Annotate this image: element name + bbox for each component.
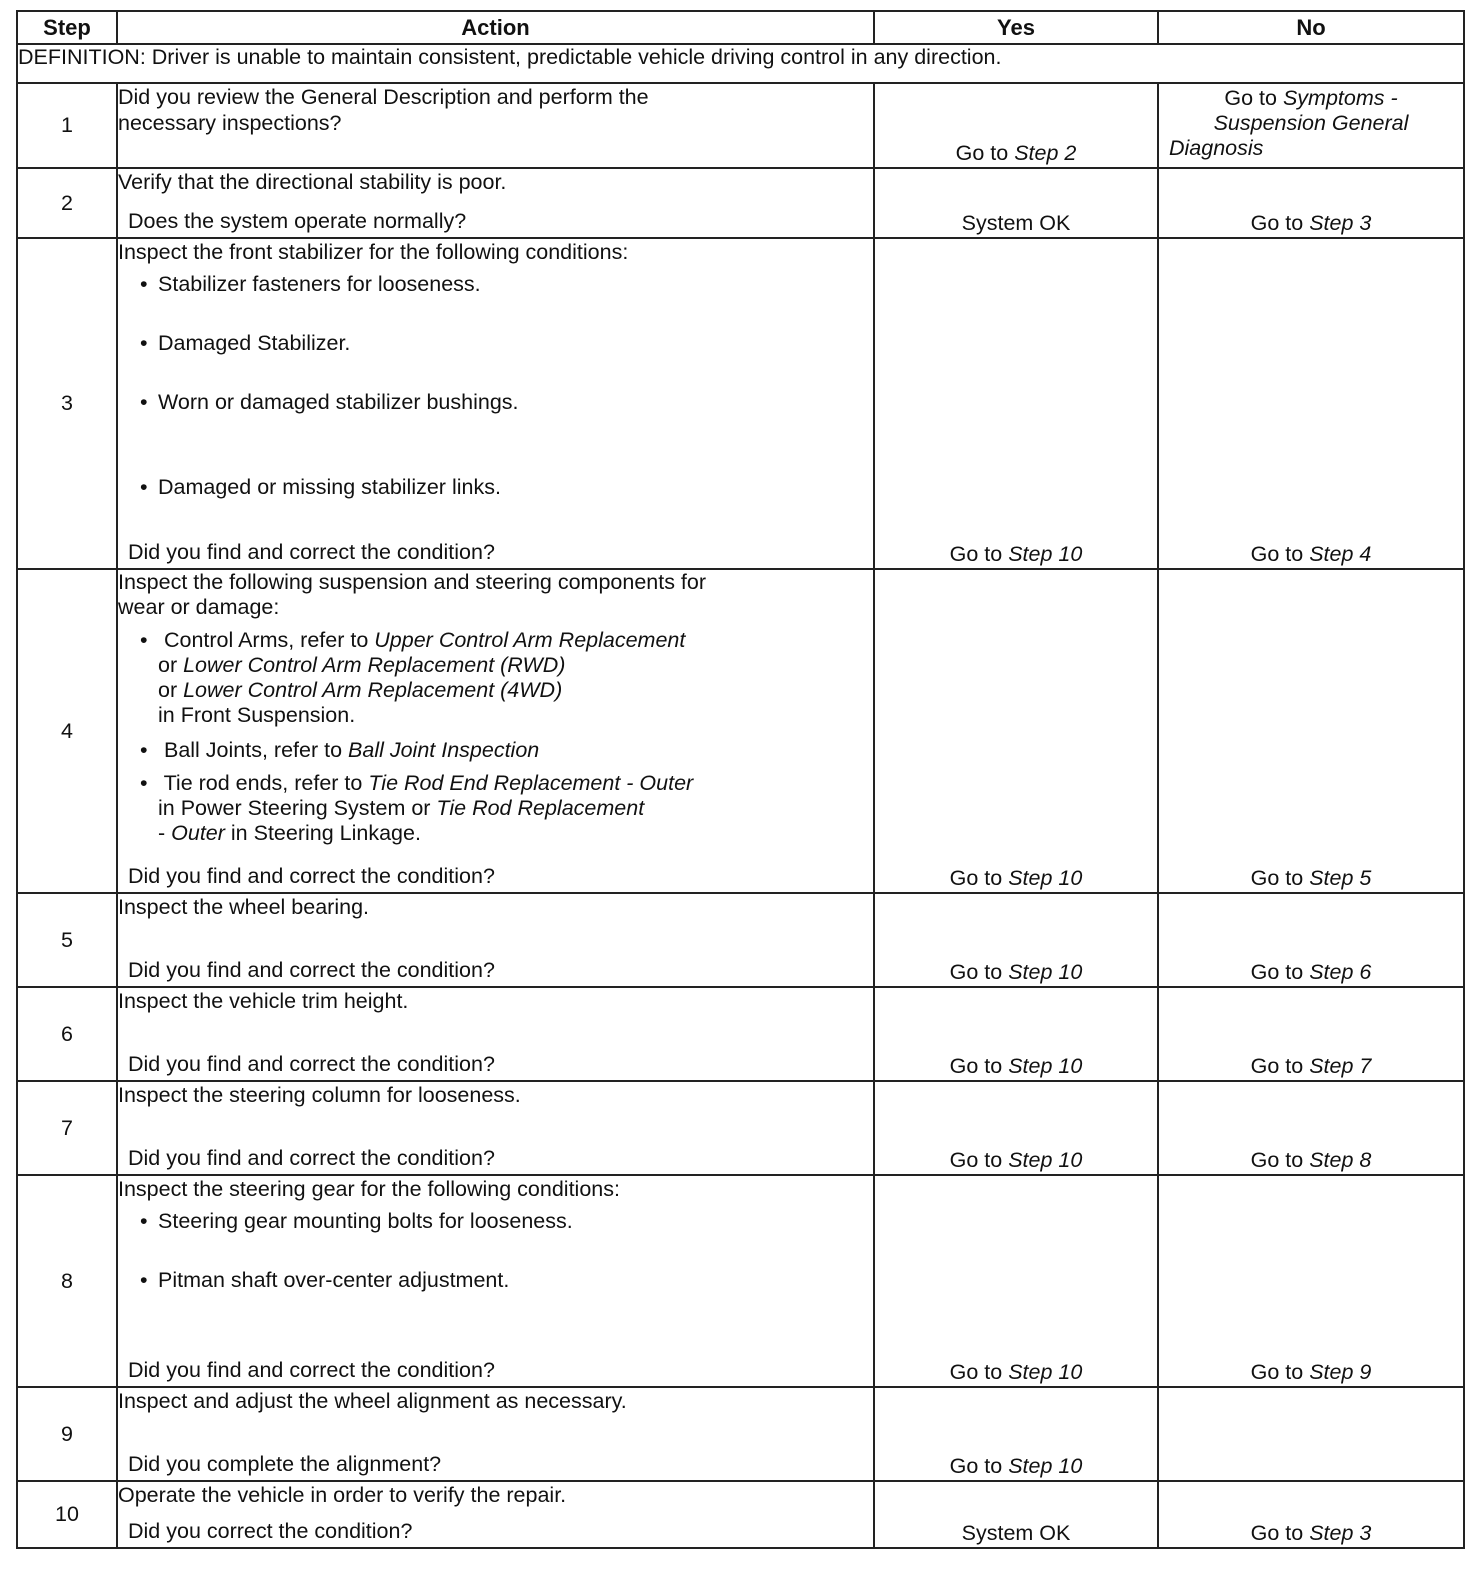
go-to-text: Go to (949, 542, 1003, 566)
action-text: Inspect and adjust the wheel alignment as necessary. (118, 1389, 627, 1413)
action-cell (117, 1387, 874, 1481)
step-number: 9 (17, 1387, 117, 1481)
no-cell (1158, 987, 1464, 1081)
action-text: Did you review the General Description and perform the (118, 85, 649, 109)
yes-target: System OK (961, 211, 1071, 235)
go-to-text: Go to (949, 866, 1003, 890)
action-text: Inspect the front stabilizer for the following conditions: (118, 240, 629, 264)
action-question: Did you find and correct the condition? (128, 1358, 495, 1382)
bullet-item: • Pitman shaft over-center adjustment. (134, 1268, 873, 1293)
bullet-item: • Tie rod ends, refer to Tie Rod End Replacement - Outer in Power Steering System or Tie Rod Replacement - Outer in Steering Linkage. (134, 771, 873, 846)
go-to-text: Go to (949, 960, 1003, 984)
action-cell (117, 1481, 874, 1548)
yes-cell (874, 83, 1158, 168)
action-cell (117, 1081, 874, 1175)
go-to-text: Go to (1224, 86, 1277, 110)
step-number: 1 (17, 83, 117, 168)
header-no: No (1158, 11, 1464, 44)
go-to-text: Go to (955, 141, 1009, 165)
action-text: Inspect the following suspension and steering components for (118, 570, 707, 594)
step-number: 6 (17, 987, 117, 1081)
action-text: Inspect the wheel bearing. (118, 895, 369, 919)
action-question: Did you complete the alignment? (128, 1452, 442, 1476)
header-step: Step (17, 11, 117, 44)
yes-target: Step 10 (1008, 1148, 1083, 1172)
action-cell (117, 569, 874, 893)
action-question: Did you find and correct the condition? (128, 540, 495, 564)
yes-target: System OK (961, 1521, 1071, 1545)
no-target: Symptoms - (1282, 86, 1398, 110)
action-cell (117, 168, 874, 238)
table-row-step-2 (17, 168, 1464, 238)
action-cell (117, 987, 874, 1081)
action-text: necessary inspections? (118, 111, 342, 135)
header-row (17, 11, 1464, 44)
go-to-text: Go to (949, 1360, 1003, 1384)
table-row-step-8 (17, 1175, 1464, 1387)
no-target: Step 5 (1309, 866, 1372, 890)
go-to-text: Go to (949, 1454, 1003, 1478)
go-to-text: Go to (949, 1148, 1003, 1172)
bullet-item: • Worn or damaged stabilizer bushings. (134, 390, 873, 415)
yes-target: Step 2 (1014, 141, 1077, 165)
no-cell (1158, 1081, 1464, 1175)
action-text: Operate the vehicle in order to verify the repair. (118, 1483, 567, 1507)
step-number: 3 (17, 238, 117, 569)
go-to-text: Go to (1250, 866, 1304, 890)
bullet-item: • Control Arms, refer to Upper Control Arm Replacement or Lower Control Arm Replacement (RWD) or Lower Control Arm Replacement (4WD) in Front Suspension. (134, 628, 873, 728)
no-target: Step 8 (1309, 1148, 1372, 1172)
action-cell (117, 893, 874, 987)
action-question: Did you find and correct the condition? (128, 1146, 495, 1170)
bullet-item: • Damaged Stabilizer. (134, 331, 873, 356)
yes-cell (874, 1387, 1158, 1481)
table-row-step-1 (17, 83, 1464, 168)
go-to-text: Go to (1250, 1360, 1304, 1384)
go-to-text: Go to (1250, 211, 1304, 235)
step-number: 8 (17, 1175, 117, 1387)
table-row-step-7 (17, 1081, 1464, 1175)
header-action: Action (117, 11, 874, 44)
yes-cell (874, 238, 1158, 569)
yes-cell (874, 1175, 1158, 1387)
table-row-step-5 (17, 893, 1464, 987)
no-target: Step 7 (1309, 1054, 1372, 1078)
yes-target: Step 10 (1008, 1360, 1083, 1384)
yes-cell (874, 893, 1158, 987)
action-question: Did you find and correct the condition? (128, 958, 495, 982)
go-to-text: Go to (1250, 1521, 1304, 1545)
no-cell (1158, 238, 1464, 569)
action-text: Inspect the steering column for looseness. (118, 1083, 521, 1107)
action-text: Inspect the steering gear for the following conditions: (118, 1177, 620, 1201)
diagnostic-table (16, 10, 1465, 1549)
table-row-step-4 (17, 569, 1464, 893)
yes-target: Step 10 (1008, 1454, 1083, 1478)
yes-cell (874, 1081, 1158, 1175)
yes-cell (874, 987, 1158, 1081)
go-to-text: Go to (1250, 542, 1304, 566)
no-target: Step 9 (1309, 1360, 1372, 1384)
action-cell (117, 1175, 874, 1387)
yes-cell (874, 569, 1158, 893)
action-text: Verify that the directional stability is poor. (118, 170, 507, 194)
no-target: Step 3 (1309, 1521, 1372, 1545)
action-question: Did you find and correct the condition? (128, 864, 495, 888)
definition-text: DEFINITION: Driver is unable to maintain consistent, predictable vehicle driving control in any direction. (17, 44, 1464, 83)
yes-cell (874, 1481, 1158, 1548)
go-to-text: Go to (1250, 1148, 1304, 1172)
action-question: Did you correct the condition? (128, 1519, 413, 1543)
definition-row (17, 44, 1464, 83)
table-row-step-9 (17, 1387, 1464, 1481)
go-to-text: Go to (1250, 1054, 1304, 1078)
yes-cell (874, 168, 1158, 238)
step-number: 10 (17, 1481, 117, 1548)
bullet-item: • Stabilizer fasteners for looseness. (134, 272, 873, 297)
step-number: 2 (17, 168, 117, 238)
no-cell (1158, 1481, 1464, 1548)
go-to-text: Go to (1250, 960, 1304, 984)
no-cell (1158, 893, 1464, 987)
action-cell (117, 83, 874, 168)
no-target: Step 6 (1309, 960, 1372, 984)
action-text: wear or damage: (118, 595, 280, 619)
go-to-text: Go to (949, 1054, 1003, 1078)
header-yes: Yes (874, 11, 1158, 44)
yes-target: Step 10 (1008, 960, 1083, 984)
no-cell (1158, 1175, 1464, 1387)
step-number: 4 (17, 569, 117, 893)
no-cell (1158, 1387, 1464, 1481)
action-question: Does the system operate normally? (128, 209, 467, 233)
no-target: Step 4 (1309, 542, 1372, 566)
table-row-step-6 (17, 987, 1464, 1081)
yes-target: Step 10 (1008, 1054, 1083, 1078)
table-row-step-10 (17, 1481, 1464, 1548)
no-target: Step 3 (1309, 211, 1372, 235)
step-number: 7 (17, 1081, 117, 1175)
no-cell (1158, 168, 1464, 238)
yes-target: Step 10 (1008, 866, 1083, 890)
bullet-item: • Steering gear mounting bolts for looseness. (134, 1209, 873, 1234)
no-target: Suspension General (1213, 111, 1409, 135)
action-cell (117, 238, 874, 569)
action-text: Inspect the vehicle trim height. (118, 989, 409, 1013)
action-question: Did you find and correct the condition? (128, 1052, 495, 1076)
no-cell (1158, 569, 1464, 893)
no-cell (1158, 83, 1464, 168)
no-target: Diagnosis (1169, 136, 1264, 160)
step-number: 5 (17, 893, 117, 987)
yes-target: Step 10 (1008, 542, 1083, 566)
bullet-item: • Damaged or missing stabilizer links. (134, 475, 873, 500)
table-row-step-3 (17, 238, 1464, 569)
bullet-item: • Ball Joints, refer to Ball Joint Inspection (134, 738, 873, 763)
